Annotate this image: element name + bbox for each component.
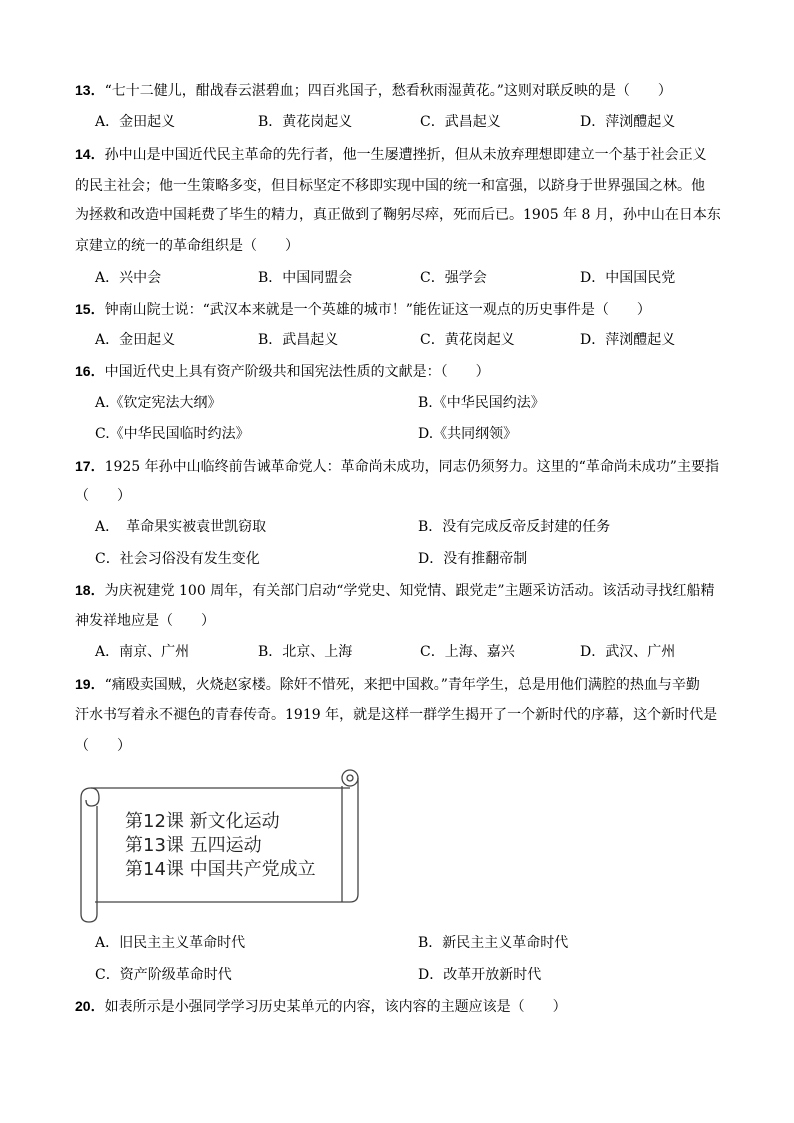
question-number: 14． xyxy=(75,146,105,162)
option-b[interactable]: B．没有完成反帝反封建的任务 xyxy=(418,519,611,535)
question-19-stem xyxy=(75,674,700,695)
option-b[interactable]: B．中国同盟会 xyxy=(258,270,353,286)
option-b[interactable]: B.《中华民国约法》 xyxy=(418,395,545,411)
question-text: 1925 年孙中山临终前告诫革命党人：革命尚未成功，同志仍须努力。这里的“革命尚未成功”主要指 xyxy=(104,459,719,475)
question-number: 19． xyxy=(75,676,105,692)
option-a[interactable]: A． 革命果实被袁世凯窃取 xyxy=(95,519,267,535)
option-c[interactable]: C.《中华民国临时约法》 xyxy=(95,426,250,442)
option-b[interactable]: B．黄花岗起义 xyxy=(258,114,353,130)
question-text: 中国近代史上具有资产阶级共和国宪法性质的文献是：（ ） xyxy=(104,364,490,380)
question-text-line: 的民主社会；他一生策略多变，但目标坚定不移即实现中国的统一和富强，以跻身于世界强国之林。他 xyxy=(75,178,705,194)
question-number: 18． xyxy=(75,582,105,598)
question-16-stem xyxy=(75,361,490,382)
option-d[interactable]: D．萍浏醴起义 xyxy=(580,332,676,348)
question-text-line: 京建立的统一的革命组织是（ ） xyxy=(75,238,299,254)
question-15-stem xyxy=(75,299,651,320)
question-13-stem xyxy=(75,80,672,101)
option-c[interactable]: C．黄花岗起义 xyxy=(420,332,515,348)
question-text: 如表所示是小强同学学习历史某单元的内容，该内容的主题应该是（ ） xyxy=(104,999,567,1015)
option-a[interactable]: A．南京、广州 xyxy=(95,644,190,660)
option-d[interactable]: D．中国国民党 xyxy=(580,270,676,286)
question-number: 17． xyxy=(75,458,105,474)
option-d[interactable]: D．萍浏醴起义 xyxy=(580,114,676,130)
option-a[interactable]: A．兴中会 xyxy=(95,270,162,286)
question-text-line: （ ） xyxy=(75,738,131,754)
question-text: “七十二健儿，酣战春云湛碧血；四百兆国子，愁看秋雨湿黄花。”这则对联反映的是（ ） xyxy=(104,83,672,99)
option-b[interactable]: B．新民主主义革命时代 xyxy=(418,935,569,951)
question-number: 13． xyxy=(75,82,105,98)
question-number: 15． xyxy=(75,301,105,317)
question-text: 为庆祝建党 100 周年，有关部门启动“学党史、知党情、跟党走”主题采访活动。该活动寻找红船精 xyxy=(104,583,715,599)
option-a[interactable]: A．金田起义 xyxy=(95,332,176,348)
option-a[interactable]: A．旧民主主义革命时代 xyxy=(95,935,246,951)
scroll-lessons xyxy=(125,810,316,882)
question-18-stem xyxy=(75,580,715,601)
option-a[interactable]: A．金田起义 xyxy=(95,114,176,130)
option-c[interactable]: C．资产阶级革命时代 xyxy=(95,967,232,983)
question-14-stem xyxy=(75,144,707,165)
question-text-line: 为拯救和改造中国耗费了毕生的精力，真正做到了鞠躬尽瘁，死而后已。1905 年 8 月，孙中山在日本东 xyxy=(75,207,721,223)
question-text: “痛殴卖国贼，火烧赵家楼。除奸不惜死，来把中国救。”青年学生，总是用他们满腔的热血与辛勤 xyxy=(104,677,700,693)
option-c[interactable]: C．上海、嘉兴 xyxy=(420,644,515,660)
scroll-figure xyxy=(75,768,365,924)
option-d[interactable]: D．武汉、广州 xyxy=(580,644,676,660)
question-text: 孙中山是中国近代民主革命的先行者，他一生屡遭挫折，但从未放弃理想即建立一个基于社会正义 xyxy=(104,147,707,163)
option-d[interactable]: D．没有推翻帝制 xyxy=(418,551,528,567)
lesson-14: 第14课 中国共产党成立 xyxy=(125,859,316,880)
option-c[interactable]: C．武昌起义 xyxy=(420,114,501,130)
option-b[interactable]: B．北京、上海 xyxy=(258,644,353,660)
question-text-line: 汗水书写着永不褪色的青春传奇。1919 年，就是这样一群学生揭开了一个新时代的序幕，这个新时代是 xyxy=(75,707,718,723)
option-d[interactable]: D．改革开放新时代 xyxy=(418,967,542,983)
option-c[interactable]: C．社会习俗没有发生变化 xyxy=(95,551,260,567)
question-20-stem xyxy=(75,996,567,1017)
question-number: 16． xyxy=(75,363,105,379)
option-c[interactable]: C．强学会 xyxy=(420,270,487,286)
option-a[interactable]: A.《钦定宪法大纲》 xyxy=(95,395,222,411)
question-text-line: （ ） xyxy=(75,488,131,504)
lesson-12: 第12课 新文化运动 xyxy=(125,811,280,832)
question-number: 20． xyxy=(75,998,105,1014)
question-17-stem xyxy=(75,456,719,477)
question-text: 钟南山院士说：“武汉本来就是一个英雄的城市！”能佐证这一观点的历史事件是（ ） xyxy=(104,302,651,318)
lesson-13: 第13课 五四运动 xyxy=(125,835,262,856)
option-b[interactable]: B．武昌起义 xyxy=(258,332,339,348)
question-text-line: 神发祥地应是（ ） xyxy=(75,613,215,629)
option-d[interactable]: D.《共同纲领》 xyxy=(418,426,518,442)
